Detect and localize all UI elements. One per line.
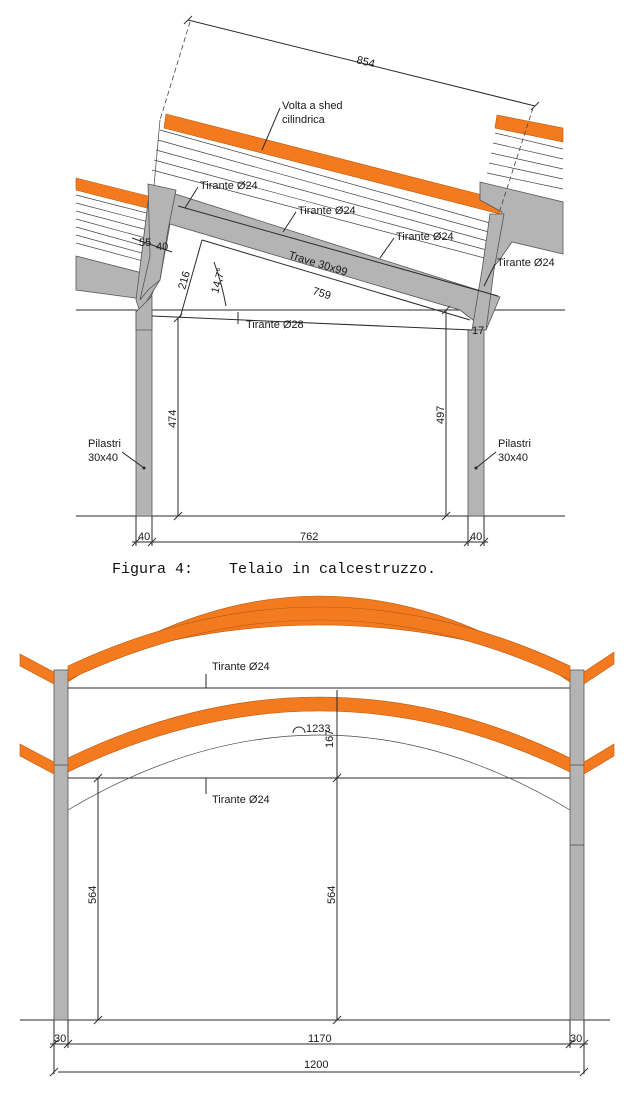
figure-concrete-frame xyxy=(76,16,565,546)
figure-caption: Figura 4: Telaio in calcestruzzo. xyxy=(112,561,437,578)
label-trave: Trave 30x99 xyxy=(287,249,349,279)
main-shed-vault xyxy=(164,114,502,214)
dim-497-label: 497 xyxy=(435,405,447,424)
dim-762-label: 762 xyxy=(300,531,319,543)
label-tirante-1: Tirante Ø24 xyxy=(200,180,258,192)
label-volta-line1: Volta a shed xyxy=(282,100,343,112)
wing-top-left xyxy=(20,654,54,684)
right-shed-vault xyxy=(495,115,563,142)
right-column xyxy=(468,330,484,516)
dim-radius-label: 1233 xyxy=(306,723,331,735)
dim-40a-label: 40 xyxy=(156,241,169,253)
label-tirante-3: Tirante Ø24 xyxy=(396,231,454,243)
label-tirante-bottom: Tirante Ø24 xyxy=(212,794,270,806)
right-shed-courses xyxy=(487,133,563,189)
dim-564-left-label: 564 xyxy=(87,885,99,904)
left-column xyxy=(136,310,152,516)
dim-angle-label: 14,7° xyxy=(209,266,228,295)
dim-30-left-label: 30 xyxy=(54,1033,67,1045)
label-pilastri-right-1: Pilastri xyxy=(498,438,532,450)
main-shed-left-edge xyxy=(154,120,160,186)
dim-474-label: 474 xyxy=(167,409,179,428)
label-tirante-4: Tirante Ø24 xyxy=(497,257,555,269)
label-pilastri-right-2: 30x40 xyxy=(498,452,528,464)
dim-167-label: 167 xyxy=(324,729,336,748)
dim-854-label: 854 xyxy=(355,54,376,71)
wing-bottom-right xyxy=(584,744,614,774)
dim-759-label: 759 xyxy=(311,285,333,303)
label-pilastri-left-1: Pilastri xyxy=(88,438,122,450)
arch-top-body xyxy=(68,607,570,680)
label-tirante-top: Tirante Ø24 xyxy=(212,661,270,673)
radius-arc xyxy=(68,735,570,810)
label-tirante-2: Tirante Ø24 xyxy=(298,205,356,217)
dim-40b-label: 40 xyxy=(138,531,151,543)
label-volta-line2: cilindrica xyxy=(282,114,325,126)
dim-1170-label: 1170 xyxy=(308,1033,332,1045)
figure-arched-frame xyxy=(20,596,614,1076)
label-pilastri-left-2: 30x40 xyxy=(88,452,118,464)
radius-symbol xyxy=(293,727,305,733)
column-left-2 xyxy=(54,670,68,1020)
dim-55-label: 55 xyxy=(139,237,152,249)
dim-216-label: 216 xyxy=(176,269,193,291)
tie-rod-28 xyxy=(152,316,472,330)
wing-bottom-left xyxy=(20,744,54,774)
dim-564-mid-label: 564 xyxy=(326,885,338,904)
label-tirante-28: Tirante Ø28 xyxy=(246,319,304,331)
shed-riser-right xyxy=(472,214,504,330)
dim-1200-label: 1200 xyxy=(304,1059,329,1071)
dim-854-ext-left xyxy=(160,22,190,120)
dim-30-right-label: 30 xyxy=(570,1033,583,1045)
dim-40c-label: 40 xyxy=(470,531,483,543)
dim-17-label: 17 xyxy=(472,325,485,337)
wing-top-right xyxy=(584,652,614,684)
